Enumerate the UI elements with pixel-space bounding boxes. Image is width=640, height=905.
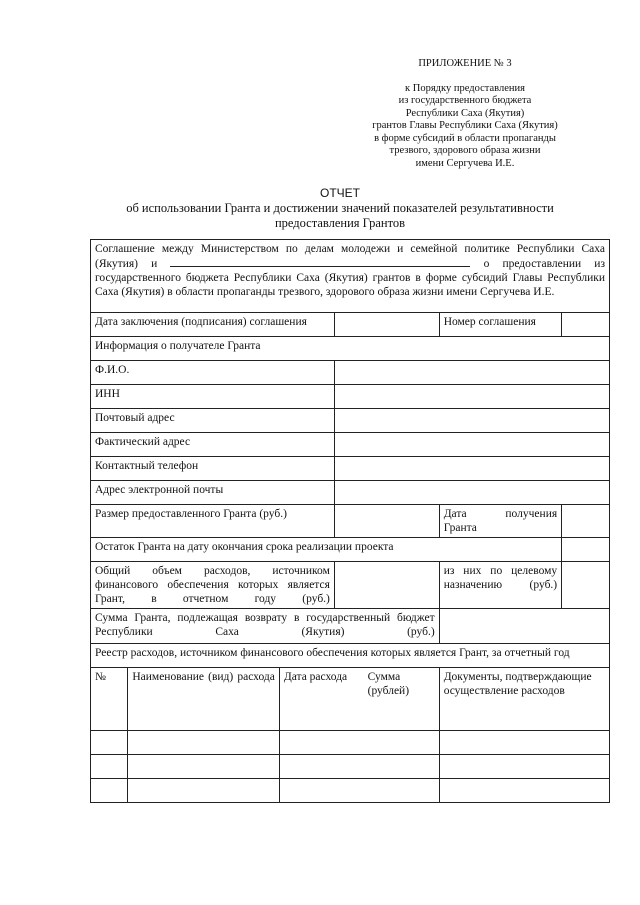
conclusion-date-label: Дата заключения (подписания) соглашения (91, 313, 335, 337)
registry-cell[interactable] (128, 779, 280, 803)
report-subtitle: предоставления Грантов (274, 216, 406, 230)
registry-cell[interactable] (279, 731, 439, 755)
total-expenses-field[interactable] (334, 562, 439, 609)
total-expenses-label: Общий объем расходов, источником финансового обеспечения которых является Грант, в отчетном году (руб.) (91, 562, 335, 609)
remaining-field[interactable] (562, 538, 610, 562)
inn-row (91, 385, 610, 409)
registry-row (91, 779, 610, 803)
grant-size-row (91, 505, 610, 538)
registry-columns-row (91, 668, 610, 731)
fio-row (91, 361, 610, 385)
registry-cell[interactable] (439, 731, 609, 755)
appendix-line: из государственного бюджета (398, 95, 532, 106)
email-label: Адрес электронной почты (91, 481, 335, 505)
col-date-header (279, 668, 439, 731)
appendix-line: Республики Саха (Якутия) (405, 107, 525, 119)
total-expenses-row (91, 562, 610, 609)
agreement-number-label: Номер соглашения (439, 313, 561, 337)
targeted-label: из них по целевому назначению (руб.) (439, 562, 561, 609)
grant-date-word: Дата (443, 508, 467, 520)
report-form-table (90, 239, 610, 803)
grant-date-word: Гранта (443, 522, 477, 534)
grant-date-label (439, 505, 561, 538)
refund-row (91, 609, 610, 644)
report-title: ОТЧЕТ (320, 186, 360, 200)
agreement-number-field[interactable] (562, 313, 610, 337)
remaining-label: Остаток Гранта на дату окончания срока реализации проекта (91, 538, 562, 562)
agreement-text-part1: Соглашение между Министерством по делам молодежи и семейной политике Республики Саха (Якутия) и (95, 243, 605, 270)
refund-field[interactable] (439, 609, 609, 644)
registry-cell[interactable] (128, 731, 280, 755)
recipient-info-label: Информация о получателе Гранта (91, 337, 610, 361)
registry-cell[interactable] (279, 755, 439, 779)
grant-date-word: получения (505, 508, 558, 520)
targeted-field[interactable] (562, 562, 610, 609)
grant-date-field[interactable] (562, 505, 610, 538)
col-date-label: Дата расхода (283, 671, 348, 683)
appendix-line: имени Сергучева И.Е. (415, 157, 515, 169)
inn-label: ИНН (91, 385, 335, 409)
col-sum-label: Сумма (рублей) (367, 671, 410, 697)
agreement-row (91, 240, 610, 313)
col-docs-header: Документы, подтверждающие осуществление расходов (439, 668, 609, 731)
registry-cell[interactable] (279, 779, 439, 803)
col-num-header: № (91, 668, 128, 731)
ministry-partner-blank[interactable] (170, 256, 470, 267)
registry-cell[interactable] (91, 779, 128, 803)
report-subtitle: об использовании Гранта и достижении значений показателей результативности (126, 201, 554, 215)
registry-cell[interactable] (439, 779, 609, 803)
appendix-line: грантов Главы Республики Саха (Якутия) (372, 120, 558, 131)
registry-cell[interactable] (91, 731, 128, 755)
col-name-header: Наименование (вид) расхода (128, 668, 280, 731)
registry-row (91, 731, 610, 755)
appendix-block (340, 58, 590, 170)
actual-address-row (91, 433, 610, 457)
refund-label: Сумма Гранта, подлежащая возврату в государственный бюджет Республики Саха (Якутия) (руб.) (91, 609, 440, 644)
agreement-text-part2: о предоставлении из государственного бюджета Республики Саха (Якутия) грантов в форме субсидий Главы Республики Саха (Якутия) в области пропаганды трезвого, здорового образа жизни имени Сергучева И.Е. (95, 258, 605, 298)
registry-cell[interactable] (91, 755, 128, 779)
registry-cell[interactable] (439, 755, 609, 779)
actual-address-label: Фактический адрес (91, 433, 335, 457)
postal-address-field[interactable] (334, 409, 609, 433)
grant-size-label: Размер предоставленного Гранта (руб.) (91, 505, 335, 538)
registry-row (91, 755, 610, 779)
grant-size-field[interactable] (334, 505, 439, 538)
postal-address-row (91, 409, 610, 433)
agreement-date-row (91, 313, 610, 337)
appendix-line: трезвого, здорового образа жизни (389, 145, 541, 156)
actual-address-field[interactable] (334, 433, 609, 457)
recipient-info-row (91, 337, 610, 361)
registry-cell[interactable] (128, 755, 280, 779)
appendix-line: к Порядку предоставления (405, 82, 525, 94)
report-title-block (40, 186, 640, 231)
registry-label: Реестр расходов, источником финансового обеспечения которых является Грант, за отчетный год (91, 644, 610, 668)
postal-address-label: Почтовый адрес (91, 409, 335, 433)
agreement-cell (91, 240, 610, 313)
fio-field[interactable] (334, 361, 609, 385)
phone-row (91, 457, 610, 481)
phone-label: Контактный телефон (91, 457, 335, 481)
email-field[interactable] (334, 481, 609, 505)
phone-field[interactable] (334, 457, 609, 481)
fio-label: Ф.И.О. (91, 361, 335, 385)
conclusion-date-field[interactable] (334, 313, 439, 337)
appendix-title: ПРИЛОЖЕНИЕ № 3 (418, 58, 512, 69)
email-row (91, 481, 610, 505)
appendix-line: в форме субсидий в области пропаганды (374, 132, 556, 144)
inn-field[interactable] (334, 385, 609, 409)
registry-header-row (91, 644, 610, 668)
remaining-row (91, 538, 610, 562)
